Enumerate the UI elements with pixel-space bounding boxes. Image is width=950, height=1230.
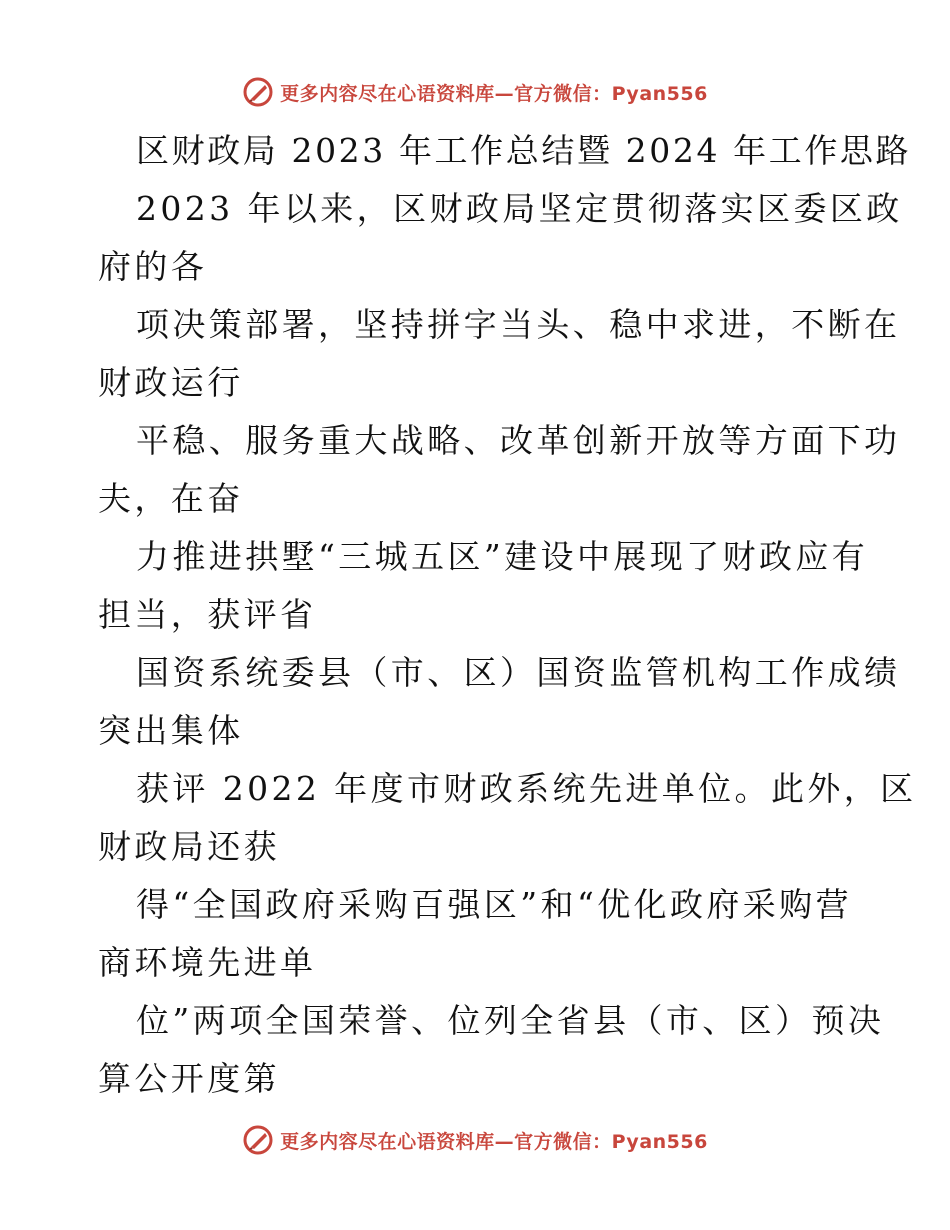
paragraph-line: 力推进拱墅“三城五区”建设中展现了财政应有	[136, 537, 869, 576]
paragraph-line: 获评 2022 年度市财政系统先进单位。此外，区	[136, 769, 917, 808]
header-watermark-banner	[0, 72, 950, 112]
paragraph-line: 平稳、服务重大战略、改革创新开放等方面下功	[136, 421, 901, 460]
paragraph-line: 算公开度第	[98, 1059, 280, 1098]
paragraph-line: 突出集体	[98, 711, 244, 750]
paragraph-line: 国资系统委县（市、区）国资监管机构工作成绩	[136, 653, 901, 692]
paragraph-line: 商环境先进单	[98, 943, 317, 982]
quill-logo-icon	[242, 1124, 274, 1156]
document-body	[98, 122, 917, 1108]
banner-text: 更多内容尽在心语资料库—官方微信：Pyan556	[280, 82, 708, 105]
footer-watermark-banner	[0, 1120, 950, 1160]
paragraph-line: 担当，获评省	[98, 595, 317, 634]
paragraph-line: 2023 年以来，区财政局坚定贯彻落实区委区政	[136, 189, 903, 228]
paragraph-line: 财政局还获	[98, 827, 280, 866]
quill-logo-icon	[242, 76, 274, 108]
paragraph-line: 项决策部署，坚持拼字当头、稳中求进，不断在	[136, 305, 901, 344]
paragraph-line: 财政运行	[98, 363, 244, 402]
paragraph-line: 位”两项全国荣誉、位列全省县（市、区）预决	[136, 1001, 885, 1040]
paragraph-line: 得“全国政府采购百强区”和“优化政府采购营	[136, 885, 853, 924]
paragraph-line: 夫，在奋	[98, 479, 244, 518]
paragraph-line: 府的各	[98, 247, 208, 286]
document-title: 区财政局 2023 年工作总结暨 2024 年工作思路	[136, 131, 912, 170]
banner-text: 更多内容尽在心语资料库—官方微信：Pyan556	[280, 1130, 708, 1153]
